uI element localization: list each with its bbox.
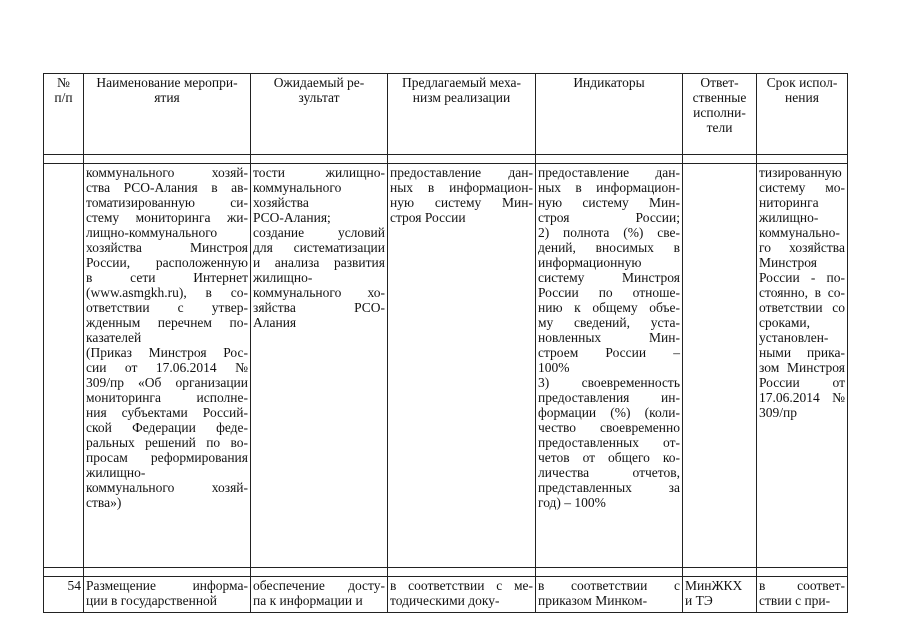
text-line: систему мо- bbox=[759, 180, 845, 195]
responsible-executors bbox=[683, 577, 757, 613]
text-line: России от bbox=[759, 375, 845, 390]
text-line: строя России bbox=[390, 210, 466, 225]
text-line: ния субъектами Россий- bbox=[86, 405, 248, 420]
text-line: ства РСО-Алания в ав- bbox=[86, 180, 248, 195]
text-line: и анализа развития bbox=[253, 255, 385, 270]
row-number bbox=[44, 164, 84, 568]
text-line: строя России; bbox=[538, 210, 680, 225]
text-line: томатизированную си- bbox=[86, 195, 248, 210]
header-result bbox=[251, 74, 388, 155]
table-row bbox=[44, 164, 848, 568]
text-line: ную систему Мин- bbox=[538, 195, 680, 210]
text-line: Ответ- bbox=[700, 75, 739, 90]
text-line: предоставления ин- bbox=[538, 390, 680, 405]
text-line: установлен- bbox=[759, 330, 829, 345]
text-line: информационную bbox=[538, 255, 642, 270]
text-line: России - по- bbox=[759, 270, 845, 285]
text-line: ниторинга bbox=[759, 195, 819, 210]
text-line: ными прика- bbox=[759, 345, 845, 360]
header-name bbox=[84, 74, 251, 155]
text-line: в соответствии с bbox=[538, 578, 680, 593]
text-line: ятия bbox=[154, 90, 180, 105]
text-line: му сведений, уста- bbox=[538, 315, 680, 330]
text-line: ции в государственной bbox=[86, 593, 218, 608]
text-line: и ТЭ bbox=[685, 593, 713, 608]
text-line: коммунального bbox=[253, 180, 342, 195]
text-line: приказом Минком- bbox=[538, 593, 648, 608]
text-line: па к информации и bbox=[253, 593, 363, 608]
header-num bbox=[44, 74, 84, 155]
text-line: коммунального хо- bbox=[253, 285, 385, 300]
text-line: ственные bbox=[692, 90, 747, 105]
text-line: Алания bbox=[253, 315, 297, 330]
text-line: Наименование меропри- bbox=[96, 75, 238, 90]
text-line: мониторинга исполне- bbox=[86, 390, 248, 405]
text-line: 100% bbox=[538, 360, 570, 375]
text-line: Срок испол- bbox=[766, 75, 838, 90]
text-line: хозяйства bbox=[253, 195, 309, 210]
text-line: жденным перечнем по- bbox=[86, 315, 248, 330]
text-line: (www.asmgkh.ru), в со- bbox=[86, 285, 248, 300]
expected-result bbox=[251, 164, 388, 568]
header-indicators bbox=[536, 74, 683, 155]
text-line: предоставленных от- bbox=[538, 435, 680, 450]
text-line: личества отчетов, bbox=[538, 465, 680, 480]
measure-name bbox=[84, 577, 251, 613]
header-mechanism bbox=[388, 74, 536, 155]
text-line: хозяйства Минстроя bbox=[86, 240, 248, 255]
text-line: сроками, bbox=[759, 315, 810, 330]
text-line: зяйства РСО- bbox=[253, 300, 385, 315]
text-line: ской Федерации феде- bbox=[86, 420, 248, 435]
header-deadline bbox=[757, 74, 848, 155]
text-line: исполни- bbox=[693, 105, 746, 120]
text-line: 309/пр bbox=[759, 405, 797, 420]
text-line: (Приказ Минстроя Рос- bbox=[86, 345, 248, 360]
text-line: низм реализации bbox=[412, 90, 511, 105]
responsible-executors bbox=[683, 164, 757, 568]
page-break-gap bbox=[44, 155, 848, 164]
text-line: Размещение информа- bbox=[86, 578, 248, 593]
text-line: го хозяйства bbox=[759, 240, 845, 255]
text-line: дений, вносимых в bbox=[538, 240, 680, 255]
text-line: жилищно- bbox=[253, 270, 313, 285]
text-line: коммунального хозяй- bbox=[86, 480, 248, 495]
text-line: систему Минстроя bbox=[538, 270, 680, 285]
text-line: зом Минстроя bbox=[759, 360, 845, 375]
text-line: тодическими доку- bbox=[390, 593, 500, 608]
indicators bbox=[536, 164, 683, 568]
deadline bbox=[757, 577, 848, 613]
text-line: МинЖКХ bbox=[685, 578, 743, 593]
text-line: представленных за bbox=[538, 480, 680, 495]
text-line: год) – 100% bbox=[538, 495, 606, 510]
text-line: 309/пр «Об организации bbox=[86, 375, 248, 390]
text-line: ральных решений по во- bbox=[86, 435, 248, 450]
text-line: казателей bbox=[86, 330, 142, 345]
text-line: предоставление дан- bbox=[390, 165, 533, 180]
text-line: России по отноше- bbox=[538, 285, 680, 300]
row-number: 54 bbox=[44, 577, 84, 613]
text-line: ответствии с утвер- bbox=[86, 300, 248, 315]
text-line: п/п bbox=[54, 90, 73, 105]
header-row bbox=[44, 74, 848, 155]
text-line: жилищно- bbox=[86, 465, 146, 480]
text-line: жилищно- bbox=[759, 210, 819, 225]
header-responsible bbox=[683, 74, 757, 155]
deadline bbox=[757, 164, 848, 568]
text-line: ных в информацион- bbox=[390, 180, 533, 195]
text-line: ства») bbox=[86, 495, 122, 510]
text-line: формации (%) (коли- bbox=[538, 405, 680, 420]
text-line: просам реформирования bbox=[86, 450, 248, 465]
text-line: в соответ- bbox=[759, 578, 845, 593]
text-line: нения bbox=[785, 90, 819, 105]
text-line: ную систему Мин- bbox=[390, 195, 533, 210]
text-line: коммунального хозяй- bbox=[86, 165, 248, 180]
text-line: создание условий bbox=[253, 225, 385, 240]
text-line: ных в информацион- bbox=[538, 180, 680, 195]
text-line: нию к общему объе- bbox=[538, 300, 680, 315]
text-line: ствии с при- bbox=[759, 593, 831, 608]
text-line: зультат bbox=[298, 90, 340, 105]
text-line: тизированную bbox=[759, 165, 842, 180]
text-line: в соответствии с ме- bbox=[390, 578, 533, 593]
text-line: России, расположенную bbox=[86, 255, 248, 270]
text-line: стему мониторинга жи- bbox=[86, 210, 248, 225]
text-line: чество своевременно bbox=[538, 420, 680, 435]
text-line: лищно-коммунального bbox=[86, 225, 218, 240]
measures-table bbox=[43, 73, 848, 613]
text-line: Предлагаемый меха- bbox=[401, 75, 522, 90]
text-line: новленных Мин- bbox=[538, 330, 680, 345]
text-line: сии от 17.06.2014 № bbox=[86, 360, 248, 375]
text-line: строем России – bbox=[538, 345, 680, 360]
text-line: 17.06.2014 № bbox=[759, 390, 845, 405]
text-line: четов от общего ко- bbox=[538, 450, 680, 465]
implementation-mechanism bbox=[388, 577, 536, 613]
text-line: Индикаторы bbox=[573, 75, 645, 90]
text-line: коммунально- bbox=[759, 225, 840, 240]
text-line: обеспечение досту- bbox=[253, 578, 385, 593]
expected-result bbox=[251, 577, 388, 613]
text-line: РСО-Алания; bbox=[253, 210, 331, 225]
text-line: 3) своевременность bbox=[538, 375, 680, 390]
measure-name bbox=[84, 164, 251, 568]
text-line: предоставление дан- bbox=[538, 165, 680, 180]
text-line: тели bbox=[706, 120, 733, 135]
implementation-mechanism bbox=[388, 164, 536, 568]
text-line: 2) полнота (%) све- bbox=[538, 225, 680, 240]
text-line: в сети Интернет bbox=[86, 270, 248, 285]
text-line: тости жилищно- bbox=[253, 165, 385, 180]
text-line: Ожидаемый ре- bbox=[273, 75, 365, 90]
text-line: ответствии со bbox=[759, 300, 845, 315]
text-line: № bbox=[57, 75, 70, 90]
text-line: для систематизации bbox=[253, 240, 385, 255]
row-gap bbox=[44, 568, 848, 577]
table-row bbox=[44, 577, 848, 613]
text-line: стоянно, в со- bbox=[759, 285, 845, 300]
text-line: Минстроя bbox=[759, 255, 817, 270]
indicators bbox=[536, 577, 683, 613]
